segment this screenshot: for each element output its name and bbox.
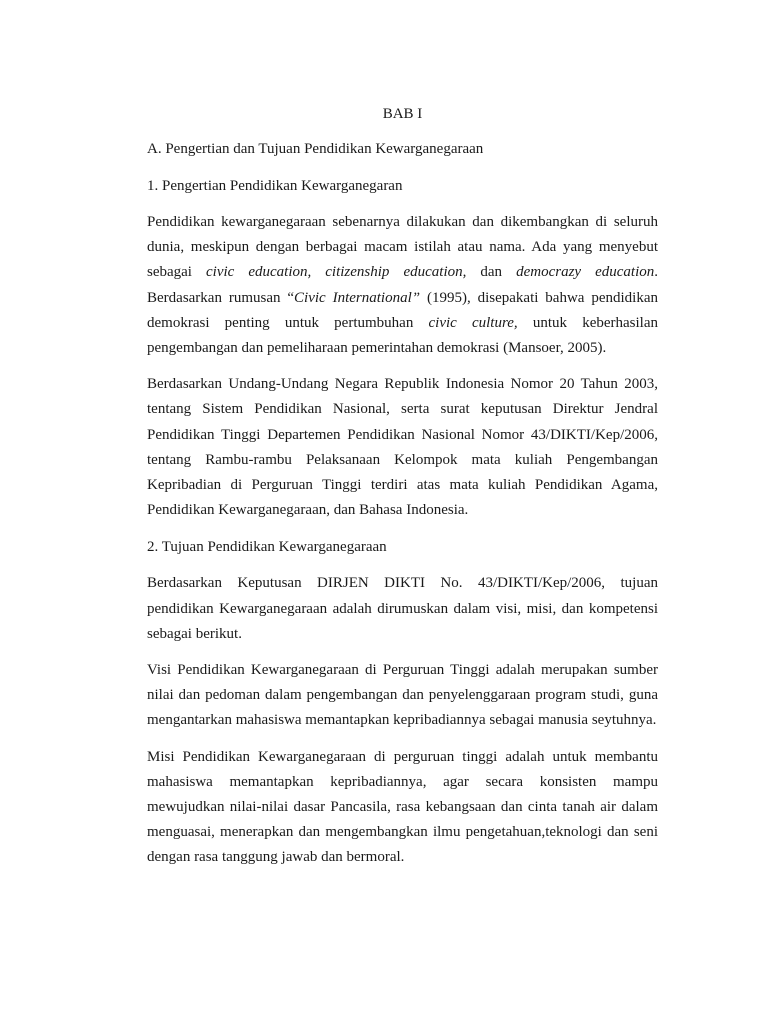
paragraph-objective: Berdasarkan Keputusan DIRJEN DIKTI No. 43/DIKTI/Kep/2006, tujuan pendidikan Kewarganegaraan adalah dirumuskan dalam visi, misi, dan kompetensi sebagai berikut. (147, 575, 658, 642)
term-civic-international: Civic International” (294, 289, 421, 306)
paragraph-definition-text-1: Pendidikan kewarganegaraan sebenarnya dilakukan dan dikembangkan di seluruh dunia, meskipun dengan berbagai macam istilah atau nama. Ada yang menyebut sebagai (147, 214, 658, 281)
paragraph-mission: Misi Pendidikan Kewarganegaraan di perguruan tinggi adalah untuk membantu mahasiswa memantapkan kepribadiannya, agar secara konsisten mampu mewujudkan nilai-nilai dasar Pancasila, rasa kebangsaan dan cinta tanah air dalam menguasai, menerapkan dan mengembangkan ilmu pengetahuan,teknologi dan seni dengan rasa tanggung jawab dan bermoral. (147, 748, 658, 866)
paragraph-definition-text-5: untuk keberhasilan pengembangan dan pemeliharaan pemerintahan demokrasi (Mansoer, 2005). (147, 314, 658, 357)
paragraph-definition-text-3: . Berdasarkan rumusan “ (147, 264, 658, 306)
term-civic-culture: civic culture, (428, 314, 518, 331)
chapter-title: BAB I (382, 106, 423, 122)
subsection-1-heading: 1. Pengertian Pendidikan Kewarganegaran (147, 178, 403, 194)
paragraph-definition-text-2: dan (466, 264, 517, 281)
paragraph-definition (147, 210, 658, 361)
paragraph-vision: Visi Pendidikan Kewarganegaraan di Perguruan Tinggi adalah merupakan sumber nilai dan pedoman dalam pengembangan dan penyelenggaraan program studi, guna mengantarkan mahasiswa memantapkan kepribadiannya sebagai manusia seytuhnya. (147, 662, 658, 729)
term-democrazy-education: democrazy education (516, 264, 655, 281)
paragraph-legal-basis: Berdasarkan Undang-Undang Negara Republik Indonesia Nomor 20 Tahun 2003, tentang Sistem Pendidikan Nasional, serta surat keputusan Direktur Jendral Pendidikan Tinggi Departemen Pendidikan Nasional Nomor 43/DIKTI/Kep/2006, tentang Rambu-rambu Pelaksanaan Kelompok mata kuliah Pengembangan Kepribadian di Perguruan Tinggi terdiri atas mata kuliah Pendidikan Agama, Pendidikan Kewarganegaraan, dan Bahasa Indonesia. (147, 376, 658, 519)
subsection-2-heading: 2. Tujuan Pendidikan Kewarganegaraan (147, 539, 387, 556)
section-a-heading: A. Pengertian dan Tujuan Pendidikan Kewarganegaraan (147, 141, 484, 157)
term-civic-citizenship-education: civic education, citizenship education, (206, 264, 467, 281)
paragraph-definition-text-4: (1995), disepakati bahwa pendidikan demokrasi penting untuk pertumbuhan (147, 289, 658, 331)
document-page (147, 101, 658, 882)
